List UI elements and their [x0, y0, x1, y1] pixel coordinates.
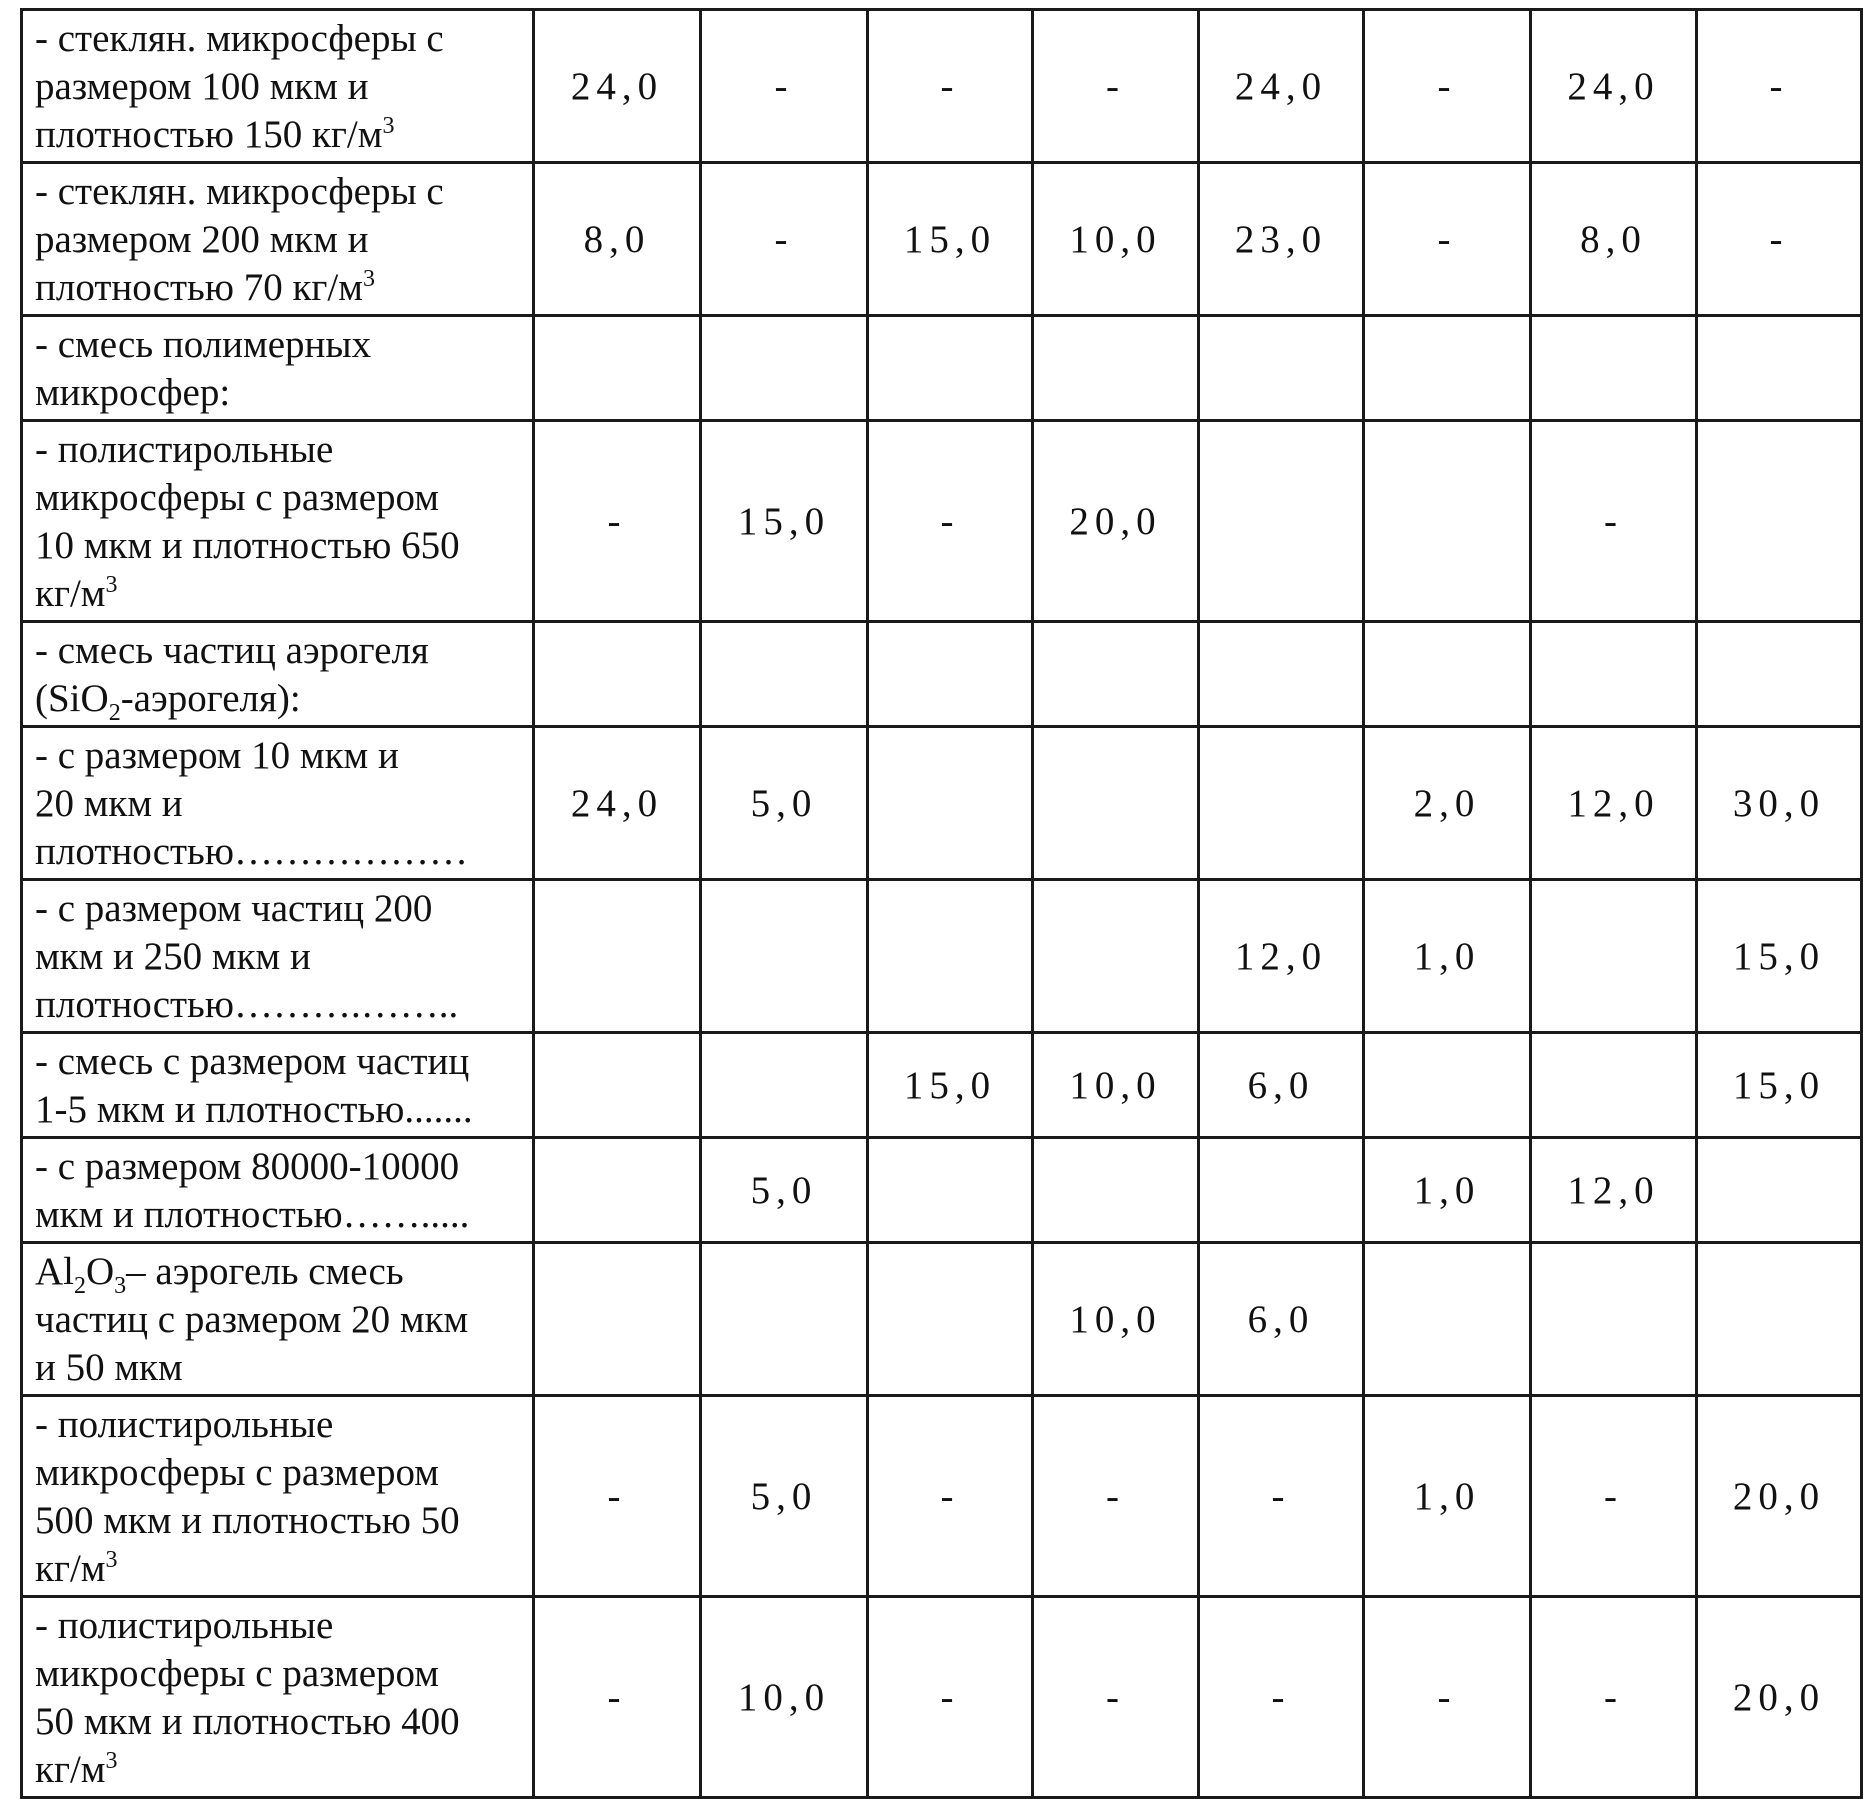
label-text: 10 мкм и плотностью 650 — [35, 524, 460, 567]
row-label-line — [35, 369, 524, 417]
value-cell: 24,0 — [1199, 10, 1364, 163]
value-cell — [701, 1243, 868, 1396]
value-cell: 10,0 — [1033, 1243, 1199, 1396]
table-row — [22, 880, 1862, 1033]
value-cell — [1364, 421, 1531, 622]
value-cell — [1531, 1243, 1697, 1396]
value-cell: 12,0 — [1199, 880, 1364, 1033]
value-cell: 15,0 — [701, 421, 868, 622]
label-text: микросферы с размером — [35, 1652, 439, 1695]
value-cell: 2,0 — [1364, 727, 1531, 880]
row-label-line — [35, 168, 524, 216]
table-row — [22, 10, 1862, 163]
label-text: O — [86, 1250, 115, 1293]
label-text: частиц с размером 20 мкм — [35, 1298, 469, 1341]
row-label-line — [35, 1143, 524, 1191]
value-cell — [534, 1033, 701, 1138]
row-label-line — [35, 1698, 524, 1746]
value-cell: 10,0 — [1033, 1033, 1199, 1138]
value-cell — [534, 1138, 701, 1243]
label-text: 500 мкм и плотностью 50 — [35, 1499, 460, 1542]
label-text: - полистирольные — [35, 1403, 334, 1446]
label-text: 20 мкм и — [35, 782, 183, 825]
row-label-line — [35, 1602, 524, 1650]
label-text: кг/м — [35, 1547, 106, 1590]
value-cell: - — [1033, 1396, 1199, 1597]
value-cell: - — [534, 421, 701, 622]
composition-table — [20, 8, 1863, 1799]
label-text: кг/м — [35, 1748, 106, 1791]
superscript: 3 — [382, 113, 395, 139]
label-text: кг/м — [35, 572, 106, 615]
value-cell: - — [1033, 10, 1199, 163]
value-cell — [868, 1243, 1033, 1396]
value-cell: 24,0 — [534, 727, 701, 880]
label-text: плотностью 150 кг/м — [35, 113, 383, 156]
row-label — [22, 1033, 534, 1138]
value-cell: 1,0 — [1364, 1396, 1531, 1597]
label-text: микросферы с размером — [35, 1451, 439, 1494]
row-label-line — [35, 981, 524, 1029]
value-cell: 10,0 — [1033, 163, 1199, 316]
label-text: размером 200 мкм и — [35, 218, 369, 261]
label-text: - стеклян. микросферы с — [35, 170, 444, 213]
value-cell: 20,0 — [1697, 1396, 1862, 1597]
label-text: (SiO — [35, 677, 109, 720]
row-label-line — [35, 264, 524, 312]
value-cell: 6,0 — [1199, 1033, 1364, 1138]
value-cell — [1033, 622, 1199, 727]
label-text: - смесь полимерных — [35, 323, 372, 366]
row-label — [22, 1243, 534, 1396]
value-cell: - — [868, 421, 1033, 622]
row-label-line — [35, 1296, 524, 1344]
value-cell: 5,0 — [701, 727, 868, 880]
row-label-line — [35, 732, 524, 780]
value-cell: 10,0 — [701, 1597, 868, 1798]
value-cell: 30,0 — [1697, 727, 1862, 880]
table-row — [22, 1396, 1862, 1597]
label-text: - смесь частиц аэрогеля — [35, 629, 429, 672]
row-label-line — [35, 1248, 524, 1299]
value-cell: 1,0 — [1364, 1138, 1531, 1243]
value-cell: - — [1033, 1597, 1199, 1798]
row-label — [22, 10, 534, 163]
value-cell — [868, 727, 1033, 880]
value-cell: 5,0 — [701, 1138, 868, 1243]
superscript: 3 — [362, 266, 375, 292]
value-cell: 1,0 — [1364, 880, 1531, 1033]
value-cell — [534, 880, 701, 1033]
superscript: 3 — [105, 1547, 118, 1573]
label-text: - с размером частиц 200 — [35, 887, 433, 930]
row-label-line — [35, 63, 524, 111]
value-cell: - — [701, 10, 868, 163]
value-cell: 12,0 — [1531, 1138, 1697, 1243]
row-label — [22, 163, 534, 316]
row-label — [22, 727, 534, 880]
label-text: 50 мкм и плотностью 400 — [35, 1700, 460, 1743]
value-cell: 12,0 — [1531, 727, 1697, 880]
value-cell — [1199, 727, 1364, 880]
row-label — [22, 1396, 534, 1597]
table-row — [22, 1138, 1862, 1243]
superscript: 3 — [105, 1748, 118, 1774]
label-text: - смесь с размером частиц — [35, 1040, 470, 1083]
value-cell: - — [534, 1396, 701, 1597]
row-label-line — [35, 885, 524, 933]
row-label — [22, 622, 534, 727]
row-label — [22, 421, 534, 622]
value-cell: 15,0 — [868, 1033, 1033, 1138]
row-label-line — [35, 933, 524, 981]
value-cell: - — [868, 10, 1033, 163]
value-cell: 24,0 — [534, 10, 701, 163]
row-label — [22, 316, 534, 421]
value-cell — [701, 316, 868, 421]
value-cell: - — [1531, 1396, 1697, 1597]
value-cell — [1697, 1243, 1862, 1396]
value-cell — [1697, 1138, 1862, 1243]
row-label-line — [35, 1401, 524, 1449]
value-cell: - — [868, 1396, 1033, 1597]
value-cell — [1697, 622, 1862, 727]
value-cell: 6,0 — [1199, 1243, 1364, 1396]
label-text: размером 100 мкм и — [35, 65, 369, 108]
row-label-line — [35, 1545, 524, 1593]
label-text: Al — [35, 1250, 74, 1293]
value-cell — [701, 880, 868, 1033]
label-text: - стеклян. микросферы с — [35, 17, 444, 60]
value-cell: - — [1697, 10, 1862, 163]
value-cell — [1033, 1138, 1199, 1243]
value-cell: 5,0 — [701, 1396, 868, 1597]
label-text: плотностью……………… — [35, 830, 468, 873]
value-cell — [701, 1033, 868, 1138]
table-row — [22, 1597, 1862, 1798]
row-label-line — [35, 474, 524, 522]
value-cell — [1531, 622, 1697, 727]
value-cell: 8,0 — [534, 163, 701, 316]
value-cell: - — [868, 1597, 1033, 1798]
value-cell — [868, 316, 1033, 421]
label-text: - полистирольные — [35, 1604, 334, 1647]
value-cell: 15,0 — [1697, 880, 1862, 1033]
value-cell: 20,0 — [1033, 421, 1199, 622]
row-label-line — [35, 675, 524, 726]
value-cell: - — [701, 163, 868, 316]
value-cell: - — [1199, 1396, 1364, 1597]
value-cell: - — [1364, 1597, 1531, 1798]
value-cell — [1364, 316, 1531, 421]
value-cell — [1199, 421, 1364, 622]
row-label-line — [35, 216, 524, 264]
label-text: -аэрогеля): — [120, 677, 301, 720]
table-row — [22, 421, 1862, 622]
table-row — [22, 622, 1862, 727]
table-row — [22, 727, 1862, 880]
value-cell: 15,0 — [868, 163, 1033, 316]
row-label-line — [35, 627, 524, 675]
row-label — [22, 1597, 534, 1798]
label-text: - с размером 10 мкм и — [35, 734, 399, 777]
value-cell: - — [1364, 163, 1531, 316]
row-label-line — [35, 1191, 524, 1239]
value-cell: - — [1364, 10, 1531, 163]
table-row — [22, 316, 1862, 421]
row-label-line — [35, 1086, 524, 1134]
value-cell — [1531, 316, 1697, 421]
row-label-line — [35, 780, 524, 828]
value-cell — [534, 1243, 701, 1396]
value-cell — [1364, 1243, 1531, 1396]
value-cell: - — [1199, 1597, 1364, 1798]
value-cell — [1531, 880, 1697, 1033]
label-text: мкм и плотностью……..... — [35, 1193, 470, 1236]
value-cell — [1364, 1033, 1531, 1138]
row-label-line — [35, 426, 524, 474]
row-label-line — [35, 1650, 524, 1698]
subscript: 3 — [114, 1272, 127, 1299]
row-label-line — [35, 1038, 524, 1086]
value-cell — [868, 622, 1033, 727]
value-cell: 8,0 — [1531, 163, 1697, 316]
table-row — [22, 1243, 1862, 1396]
label-text: и 50 мкм — [35, 1346, 183, 1389]
value-cell — [1033, 880, 1199, 1033]
label-text: плотностью……….…….. — [35, 983, 459, 1026]
row-label-line — [35, 321, 524, 369]
table-row — [22, 163, 1862, 316]
value-cell — [534, 316, 701, 421]
row-label-line — [35, 828, 524, 876]
value-cell: - — [534, 1597, 701, 1798]
value-cell: 20,0 — [1697, 1597, 1862, 1798]
row-label-line — [35, 1497, 524, 1545]
value-cell: - — [1697, 163, 1862, 316]
row-label-line — [35, 1449, 524, 1497]
label-text: плотностью 70 кг/м — [35, 266, 363, 309]
label-text: микросферы с размером — [35, 476, 439, 519]
row-label-line — [35, 1746, 524, 1794]
value-cell — [1697, 421, 1862, 622]
value-cell — [1199, 622, 1364, 727]
value-cell — [1531, 1033, 1697, 1138]
row-label-line — [35, 570, 524, 618]
value-cell — [1199, 1138, 1364, 1243]
value-cell: 24,0 — [1531, 10, 1697, 163]
row-label-line — [35, 1344, 524, 1392]
label-text: микросфер: — [35, 371, 231, 414]
subscript: 2 — [74, 1272, 86, 1299]
row-label-line — [35, 111, 524, 159]
value-cell: 15,0 — [1697, 1033, 1862, 1138]
value-cell — [1364, 622, 1531, 727]
value-cell — [534, 622, 701, 727]
value-cell — [701, 622, 868, 727]
value-cell — [1697, 316, 1862, 421]
value-cell: 23,0 — [1199, 163, 1364, 316]
row-label-line — [35, 522, 524, 570]
value-cell — [868, 880, 1033, 1033]
superscript: 3 — [105, 572, 118, 598]
label-text: мкм и 250 мкм и — [35, 935, 311, 978]
table-row — [22, 1033, 1862, 1138]
subscript: 2 — [108, 699, 121, 726]
label-text: - с размером 80000-10000 — [35, 1145, 460, 1188]
label-text: - полистирольные — [35, 428, 334, 471]
row-label — [22, 1138, 534, 1243]
value-cell — [1033, 727, 1199, 880]
value-cell — [1199, 316, 1364, 421]
row-label — [22, 880, 534, 1033]
value-cell — [1033, 316, 1199, 421]
value-cell: - — [1531, 421, 1697, 622]
value-cell: - — [1531, 1597, 1697, 1798]
label-text: – аэрогель смесь — [126, 1250, 404, 1293]
value-cell — [868, 1138, 1033, 1243]
row-label-line — [35, 15, 524, 63]
label-text: 1-5 мкм и плотностью....... — [35, 1088, 473, 1131]
